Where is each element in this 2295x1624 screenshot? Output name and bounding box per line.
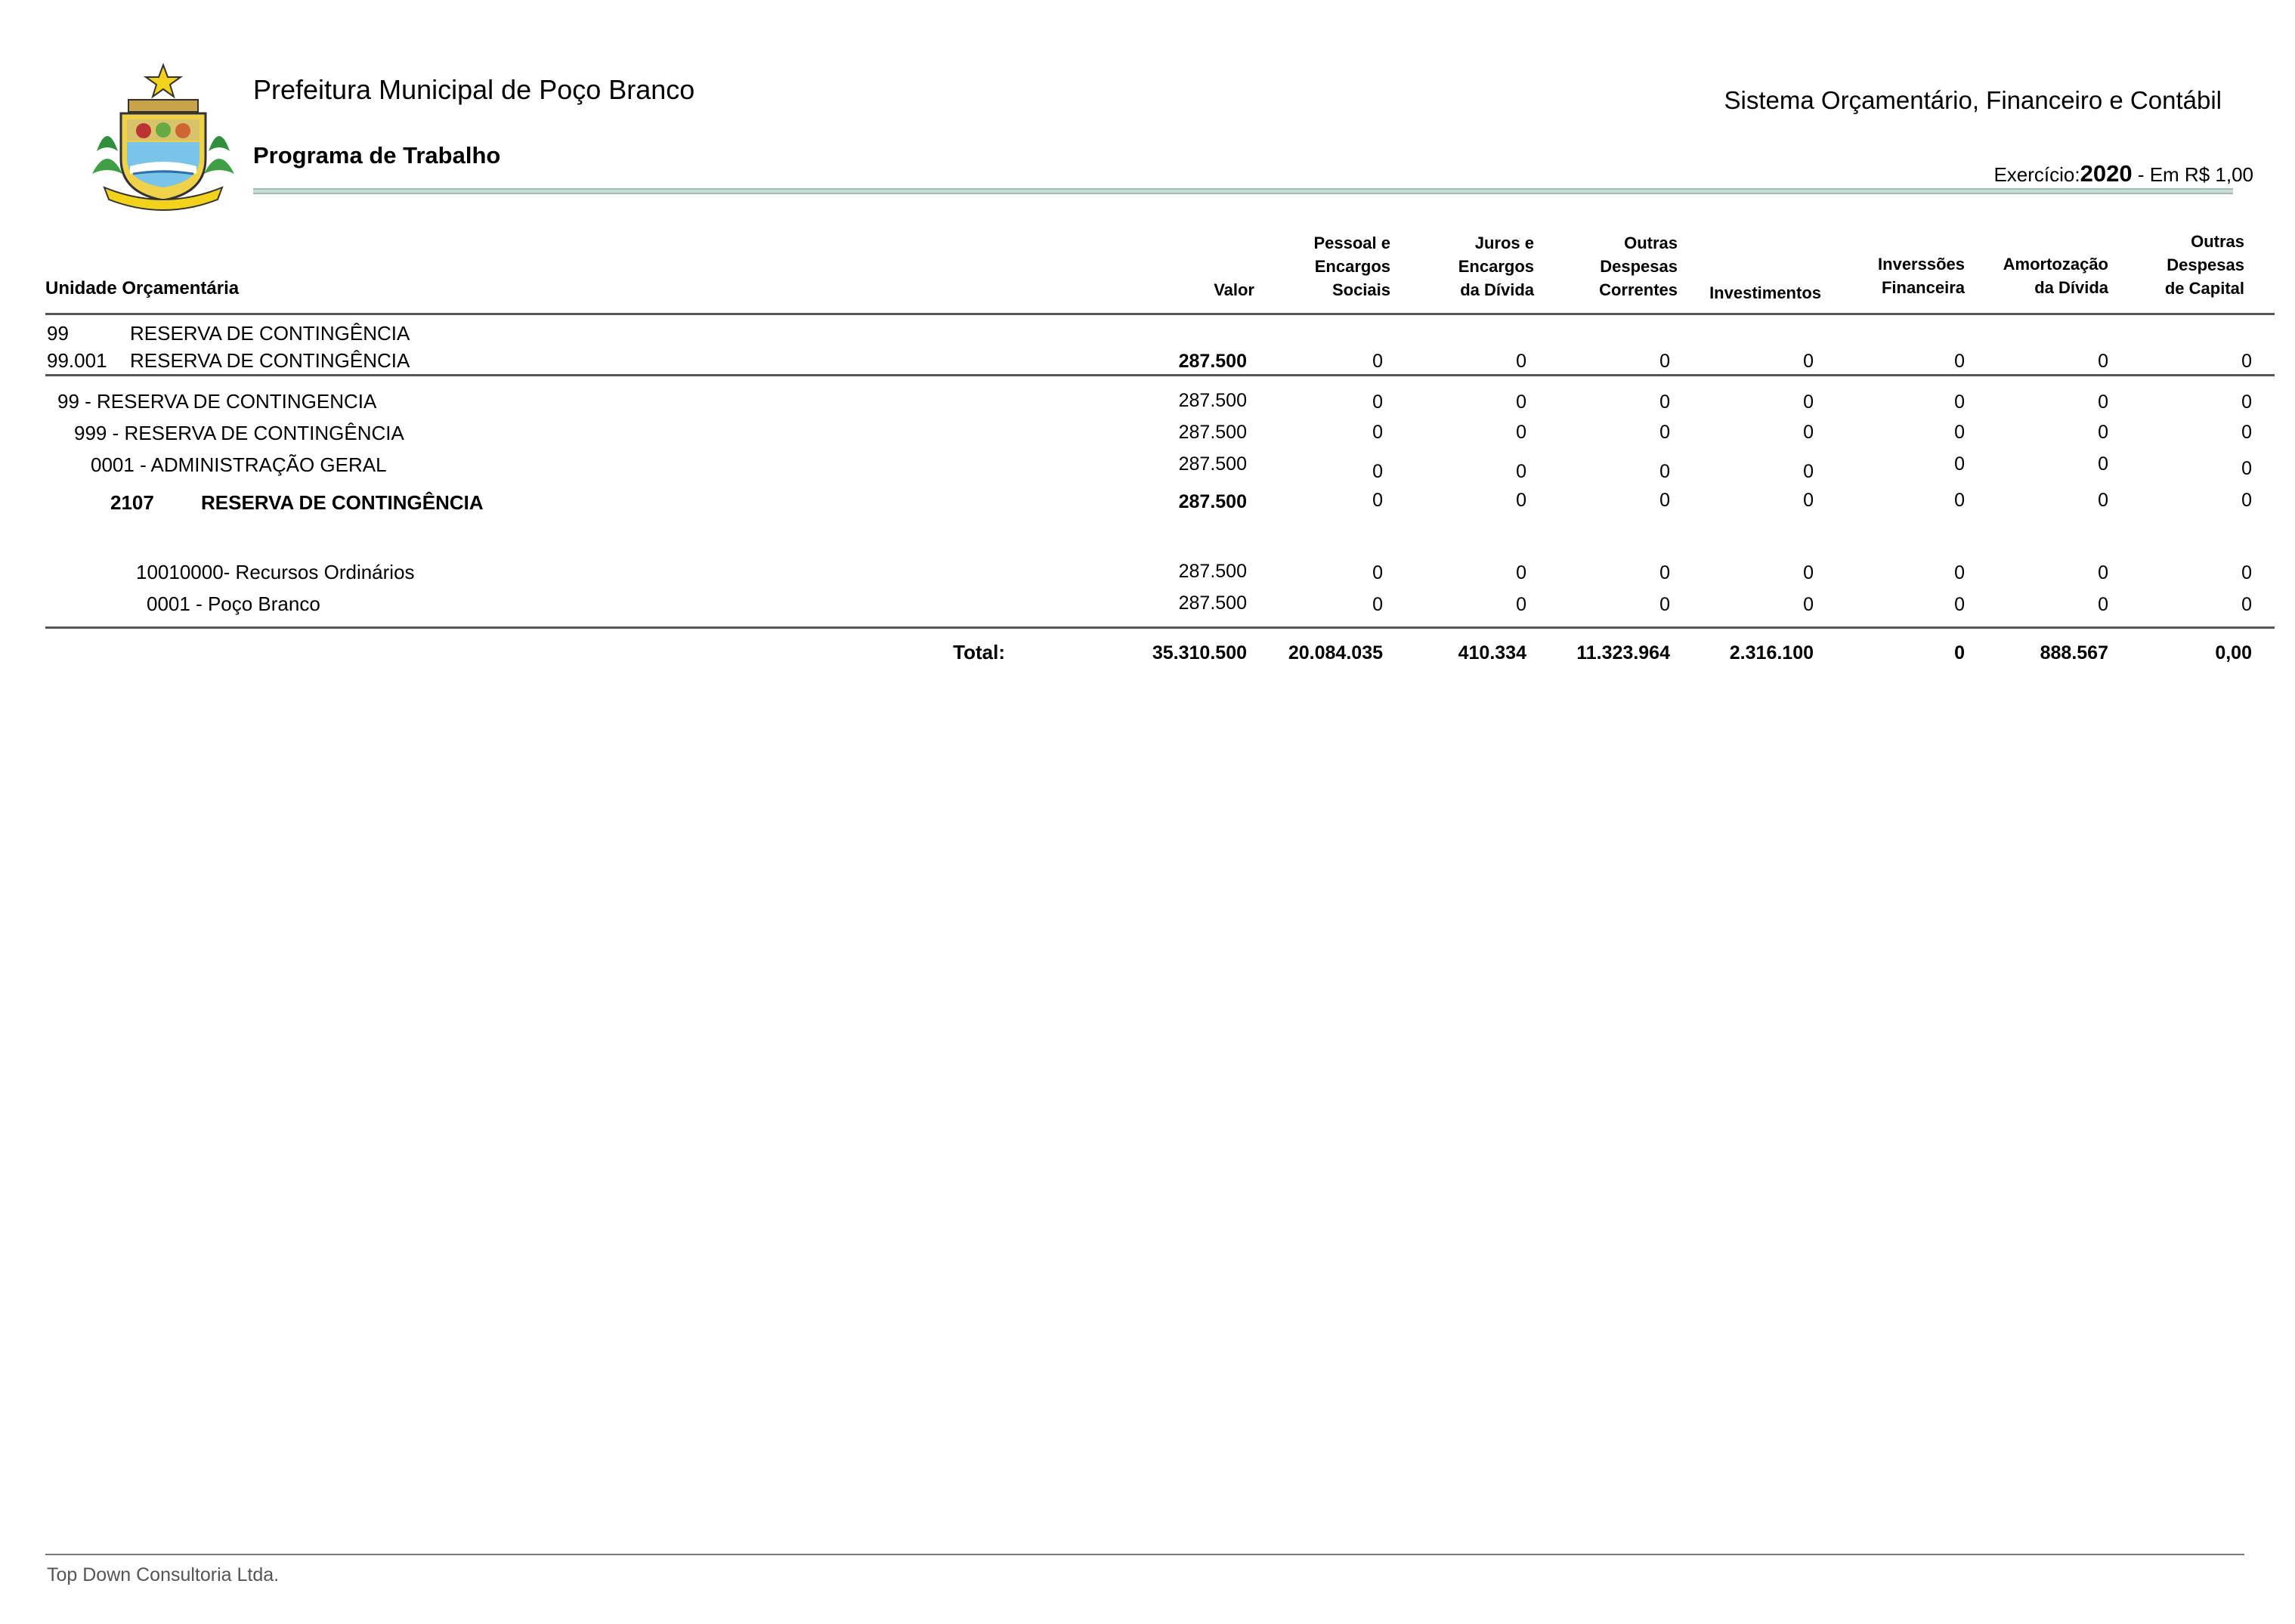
- row-value: 0: [1803, 594, 1814, 615]
- row-value: 0: [1803, 461, 1814, 482]
- currency-note: - Em R$ 1,00: [2137, 163, 2253, 186]
- column-header-line: Sociais: [1332, 280, 1390, 299]
- row-value: 0: [2241, 594, 2252, 615]
- total-separator: [45, 626, 2275, 629]
- column-header-valor: Valor: [1214, 280, 1254, 299]
- row-value: 0: [1659, 391, 1670, 413]
- column-header-line: Outras: [1624, 234, 1678, 252]
- row-value: 0: [2241, 458, 2252, 479]
- row-valor: 287.500: [1178, 491, 1247, 512]
- row-value: 0: [2241, 422, 2252, 443]
- row-value: 0: [1803, 490, 1814, 511]
- unit-value: 0: [1516, 351, 1526, 372]
- column-header-line: Encargos: [1314, 257, 1390, 276]
- row-value: 0: [2098, 562, 2108, 583]
- column-header-amortizacao: [1972, 252, 2108, 299]
- column-header-line: da Dívida: [1460, 280, 1534, 299]
- row-value: 0: [1954, 453, 1965, 475]
- row-value: 0: [1372, 594, 1383, 615]
- row-value: 0: [2098, 391, 2108, 413]
- row-value: 0: [1803, 422, 1814, 443]
- row-value: 0: [2098, 490, 2108, 511]
- total-outras-correntes: 11.323.964: [1576, 642, 1670, 664]
- row-value: 0: [1372, 461, 1383, 482]
- row-value: 0: [1659, 490, 1670, 511]
- column-header-line: Despesas: [1600, 257, 1678, 276]
- unit-valor: 287.500: [1178, 351, 1247, 372]
- resource-source-label: 10010000- Recursos Ordinários: [136, 561, 415, 583]
- row-valor: 287.500: [1178, 390, 1247, 411]
- unit-value: 0: [1954, 351, 1965, 372]
- subunit-name: RESERVA DE CONTINGÊNCIA: [130, 349, 410, 372]
- row-value: 0: [2098, 594, 2108, 615]
- column-header-line: Inverssões: [1878, 255, 1965, 274]
- total-valor: 35.310.500: [1152, 642, 1247, 664]
- column-header-investimentos: Investimentos: [1709, 283, 1821, 302]
- column-header-line: Juros e: [1474, 234, 1534, 252]
- location-label: 0001 - Poço Branco: [147, 592, 320, 615]
- municipality-name: Prefeitura Municipal de Poço Branco: [253, 74, 695, 105]
- row-value: 0: [1659, 594, 1670, 615]
- column-header-pessoal: [1270, 231, 1390, 302]
- column-header-line: Correntes: [1599, 280, 1678, 299]
- fiscal-label: Exercício:: [1993, 163, 2080, 186]
- column-header-line: Amortozação: [2003, 255, 2108, 274]
- system-name: Sistema Orçamentário, Financeiro e Contábil: [1724, 86, 2222, 114]
- column-header-line: Despesas: [2167, 255, 2244, 274]
- row-value: 0: [2241, 562, 2252, 583]
- column-header-line: Encargos: [1458, 257, 1534, 276]
- row-value: 0: [2098, 453, 2108, 475]
- total-inversoes: 0: [1954, 642, 1965, 664]
- row-value: 0: [1954, 391, 1965, 413]
- row-value: 0: [1659, 461, 1670, 482]
- unit-value: 0: [1659, 351, 1670, 372]
- row-value: 0: [1372, 562, 1383, 583]
- row-valor: 287.500: [1178, 592, 1247, 614]
- unit-value: 0: [1803, 351, 1814, 372]
- row-value: 0: [2241, 490, 2252, 511]
- row-value: 0: [2098, 422, 2108, 443]
- row-value: 0: [1372, 422, 1383, 443]
- row-valor: 287.500: [1178, 422, 1247, 443]
- municipal-coat-of-arms: [82, 60, 245, 212]
- section-separator: [45, 374, 2275, 376]
- unit-value: 0: [1372, 351, 1383, 372]
- header-divider: [253, 188, 2233, 194]
- column-header-inversoes: [1836, 252, 1965, 299]
- unit-value: 0: [2098, 351, 2108, 372]
- function-label: 99 - RESERVA DE CONTINGENCIA: [57, 390, 377, 413]
- row-value: 0: [1803, 562, 1814, 583]
- fiscal-year-line: [1814, 160, 2253, 187]
- column-header-line: Outras: [2191, 232, 2244, 251]
- total-pessoal: 20.084.035: [1288, 642, 1383, 664]
- total-juros: 410.334: [1458, 642, 1526, 664]
- column-header-line: da Dívida: [2034, 278, 2108, 297]
- row-value: 0: [1516, 490, 1526, 511]
- row-valor: 287.500: [1178, 561, 1247, 582]
- row-value: 0: [1372, 391, 1383, 413]
- row-value: 0: [1516, 562, 1526, 583]
- column-header-unit: Unidade Orçamentária: [45, 278, 240, 299]
- row-value: 0: [1659, 422, 1670, 443]
- header-separator: [45, 313, 2275, 315]
- row-value: 0: [1372, 490, 1383, 511]
- row-value: 0: [1516, 391, 1526, 413]
- column-header-line: Financeira: [1881, 278, 1965, 297]
- row-value: 0: [1954, 594, 1965, 615]
- action-label: RESERVA DE CONTINGÊNCIA: [201, 491, 484, 514]
- unit-name: RESERVA DE CONTINGÊNCIA: [130, 322, 410, 345]
- action-code: 2107: [110, 491, 154, 514]
- subfunction-label: 999 - RESERVA DE CONTINGÊNCIA: [74, 422, 404, 444]
- total-label: Total:: [953, 641, 1005, 664]
- row-value: 0: [1516, 594, 1526, 615]
- column-header-line: de Capital: [2164, 279, 2244, 298]
- footer-company: Top Down Consultoria Ltda.: [47, 1564, 280, 1585]
- row-value: 0: [1954, 562, 1965, 583]
- fiscal-year: 2020: [2080, 160, 2133, 187]
- total-outras-capital: 0,00: [2215, 642, 2252, 664]
- column-header-outras-correntes: [1557, 231, 1678, 302]
- unit-value: 0: [2241, 351, 2252, 372]
- total-amortizacao: 888.567: [2040, 642, 2108, 664]
- row-value: 0: [1954, 490, 1965, 511]
- row-value: 0: [2241, 391, 2252, 413]
- total-investimentos: 2.316.100: [1729, 642, 1814, 664]
- row-value: 0: [1516, 422, 1526, 443]
- column-header-juros: [1413, 231, 1534, 302]
- row-value: 0: [1803, 391, 1814, 413]
- report-title: Programa de Trabalho: [253, 142, 501, 169]
- footer-divider: [45, 1554, 2244, 1555]
- column-header-line: Pessoal e: [1313, 234, 1390, 252]
- row-value: 0: [1516, 461, 1526, 482]
- subunit-code: 99.001: [47, 349, 107, 372]
- program-label: 0001 - ADMINISTRAÇÃO GERAL: [91, 453, 387, 476]
- row-valor: 287.500: [1178, 453, 1247, 475]
- column-header-outras-capital: [2131, 230, 2244, 300]
- unit-code: 99: [47, 322, 69, 345]
- row-value: 0: [1954, 422, 1965, 443]
- row-value: 0: [1659, 562, 1670, 583]
